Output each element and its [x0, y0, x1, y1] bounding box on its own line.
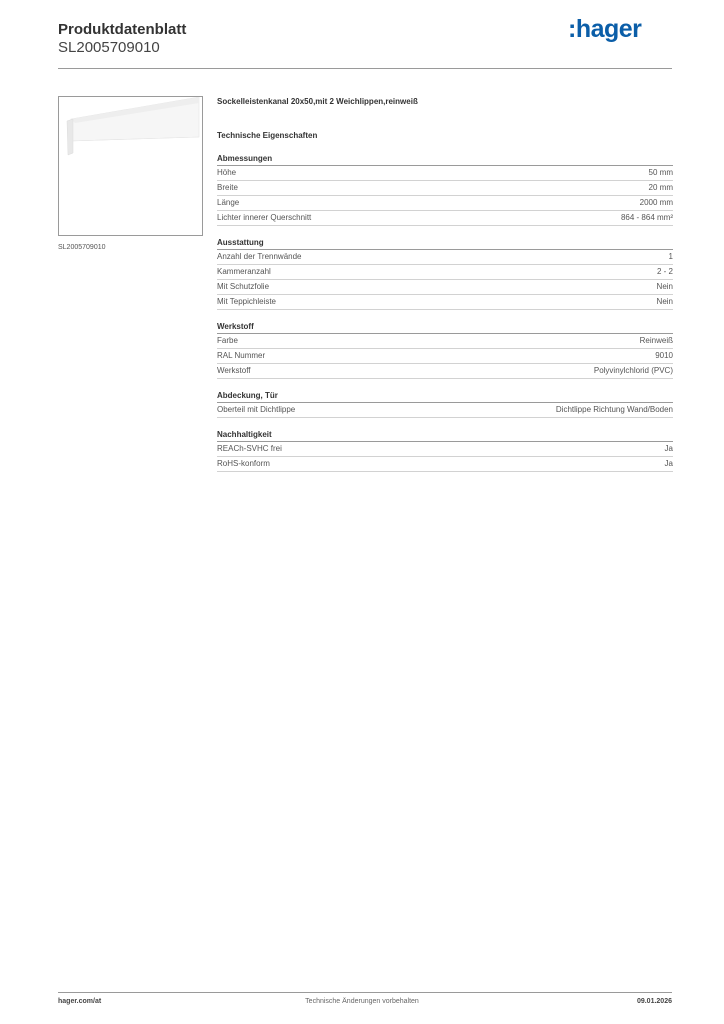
spec-label: RoHS-konform [217, 459, 270, 468]
spec-label: Werkstoff [217, 366, 251, 375]
spec-section [217, 322, 673, 379]
spec-section [217, 238, 673, 310]
spec-value: 2000 mm [639, 198, 673, 207]
spec-value: 864 - 864 mm² [620, 213, 673, 222]
spec-label: Breite [217, 183, 238, 192]
spec-row [217, 403, 673, 418]
spec-label: Mit Teppichleiste [217, 297, 276, 306]
spec-label: REACh-SVHC frei [217, 444, 282, 453]
section-title: Abmessungen [217, 154, 673, 166]
spec-label: Farbe [217, 336, 238, 345]
spec-value: 20 mm [648, 183, 673, 192]
spec-row [217, 364, 673, 379]
footer-divider [58, 992, 672, 993]
section-title: Abdeckung, Tür [217, 391, 673, 403]
section-title: Werkstoff [217, 322, 673, 334]
page-title: Produktdatenblatt [58, 21, 187, 38]
image-caption: SL2005709010 [58, 244, 106, 251]
spec-value: Dichtlippe Richtung Wand/Boden [555, 405, 673, 414]
product-title: Sockelleistenkanal 20x50,mit 2 Weichlippen,reinweiß [217, 97, 418, 106]
spec-label: RAL Nummer [217, 351, 266, 360]
header-divider [58, 68, 672, 69]
section-title: Ausstattung [217, 238, 673, 250]
spec-section [217, 154, 673, 226]
hager-logo [568, 15, 641, 44]
spec-label: Mit Schutzfolie [217, 282, 270, 291]
spec-value: Ja [664, 459, 673, 468]
logo-prefix: : [568, 15, 576, 43]
section-title: Nachhaltigkeit [217, 430, 673, 442]
spec-value: Reinweiß [639, 336, 673, 345]
spec-value: Nein [656, 282, 673, 291]
spec-content [217, 96, 673, 472]
spec-label: Anzahl der Trennwände [217, 252, 302, 261]
spec-row [217, 265, 673, 280]
spec-value: Polyvinylchlorid (PVC) [593, 366, 673, 375]
spec-row [217, 211, 673, 226]
spec-row [217, 442, 673, 457]
spec-sections [217, 154, 673, 472]
spec-row [217, 349, 673, 364]
spec-label: Lichter innerer Querschnitt [217, 213, 312, 222]
product-code: SL2005709010 [58, 39, 160, 56]
footer-date: 09.01.2026 [636, 998, 672, 1005]
footer-website: hager.com/at [58, 998, 102, 1005]
spec-value: 1 [668, 252, 673, 261]
footer-notice: Technische Änderungen vorbehalten [305, 998, 419, 1005]
spec-row [217, 280, 673, 295]
tech-heading: Technische Eigenschaften [217, 131, 318, 140]
spec-value: 9010 [655, 351, 673, 360]
spec-value: Nein [656, 297, 673, 306]
spec-label: Kammeranzahl [217, 267, 271, 276]
spec-value: 50 mm [648, 168, 673, 177]
spec-row [217, 250, 673, 265]
spec-row [217, 334, 673, 349]
spec-section [217, 430, 673, 472]
spec-row [217, 457, 673, 472]
logo-text: hager [575, 15, 642, 43]
spec-section [217, 391, 673, 418]
spec-label: Oberteil mit Dichtlippe [217, 405, 296, 414]
spec-value: 2 - 2 [656, 267, 673, 276]
spec-label: Länge [217, 198, 240, 207]
spec-row [217, 196, 673, 211]
spec-row [217, 181, 673, 196]
spec-value: Ja [664, 444, 673, 453]
product-image [58, 96, 203, 236]
spec-row [217, 295, 673, 310]
spec-label: Höhe [217, 168, 237, 177]
spec-row [217, 166, 673, 181]
product-image-drawing [59, 97, 202, 235]
